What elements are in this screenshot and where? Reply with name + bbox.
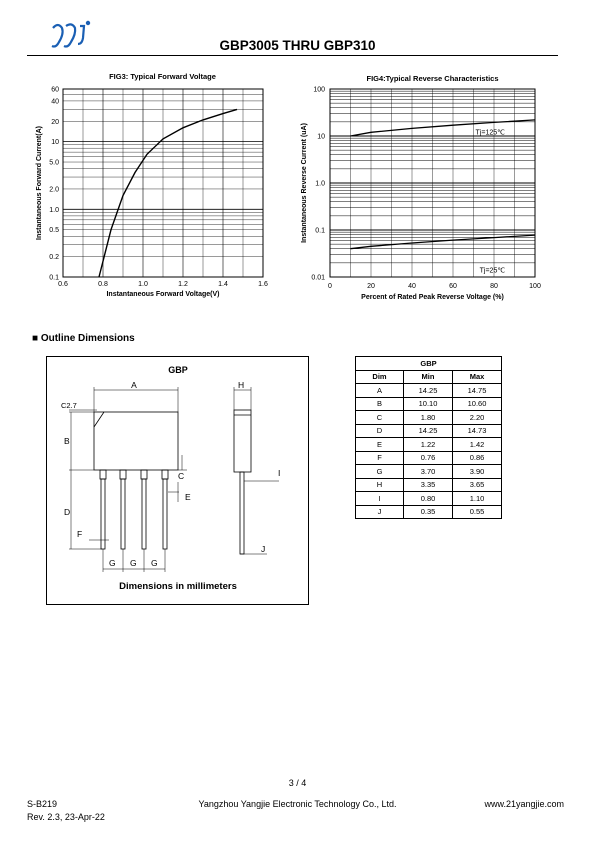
x-tick-label: 1.0 [138,281,148,288]
fig4-chart [295,80,550,310]
dim-c27-label: C2.7 [61,401,77,410]
table-cell-dim: D [356,424,404,438]
table-cell-min: 3.35 [404,478,453,492]
table-row [356,438,502,452]
table-row [356,451,502,465]
table-row [356,492,502,506]
table-row [356,478,502,492]
table-row [356,465,502,479]
square-bullet-icon: ■ [32,333,41,344]
dim-g1-label: G [109,558,116,568]
y-tick-label: 1.0 [49,206,59,214]
y-tick-label: 0.01 [311,274,325,282]
table-row [356,424,502,438]
x-tick-label: 60 [449,283,457,290]
y-tick-label: 0.5 [49,227,59,235]
y-axis-label: Instantaneous Reverse Current (uA) [301,123,308,243]
table-cell-max: 3.65 [453,478,502,492]
table-cell-min: 14.25 [404,424,453,438]
fig4-title: FIG4:Typical Reverse Characteristics [366,74,499,83]
forward-current-curve [99,109,237,277]
x-axis-label: Percent of Rated Peak Reverse Voltage (%) [361,294,504,301]
y-tick-label: 10 [51,139,59,147]
doc-code: S-B219 [27,799,58,809]
y-tick-label: 40 [51,98,59,106]
table-cell-min: 0.76 [404,451,453,465]
table-cell-max: 0.55 [453,505,502,519]
table-row [356,384,502,398]
reverse-current-125c-line [351,120,536,136]
table-cell-min: 3.70 [404,465,453,479]
table-col-min: Min [404,370,453,384]
outline-drawing [47,357,308,604]
x-axis-label: Instantaneous Forward Voltage(V) [106,291,220,298]
table-cell-dim: E [356,438,404,452]
dim-d-label: D [64,507,71,517]
table-cell-min: 14.25 [404,384,453,398]
y-tick-label: 2.0 [49,186,59,194]
table-cell-max: 3.90 [453,465,502,479]
table-cell-min: 1.22 [404,438,453,452]
table-cell-max: 14.73 [453,424,502,438]
dim-c-label: C [178,471,185,481]
outline-package-label: GBP [168,365,188,375]
y-tick-label: 0.1 [315,227,325,235]
x-tick-label: 0.6 [58,281,68,288]
table-cell-dim: I [356,492,404,506]
y-tick-label: 20 [51,118,59,126]
fig3-chart [30,80,275,305]
x-tick-label: 0 [328,283,332,290]
table-package-header: GBP [356,357,502,371]
y-tick-label: 100 [313,86,325,94]
table-row [356,411,502,425]
table-cell-dim: G [356,465,404,479]
table-cell-max: 10.60 [453,397,502,411]
table-cell-min: 0.80 [404,492,453,506]
dim-j-label: J [261,544,266,554]
dim-g3-label: G [151,558,158,568]
table-cell-dim: J [356,505,404,519]
revision: Rev. 2.3, 23-Apr-22 [27,812,105,822]
y-tick-label: 0.2 [49,254,59,262]
table-cell-max: 14.75 [453,384,502,398]
x-tick-label: 20 [367,283,375,290]
x-tick-label: 40 [408,283,416,290]
table-row [356,397,502,411]
label-tj-25: Tj=25℃ [479,267,506,275]
table-cell-dim: H [356,478,404,492]
y-tick-label: 1.0 [315,180,325,188]
y-tick-label: 60 [51,86,59,94]
dim-i-label: I [278,468,281,478]
table-cell-min: 1.80 [404,411,453,425]
outline-heading [32,333,135,344]
dim-f-label: F [77,529,83,539]
table-row [356,505,502,519]
y-tick-label: 10 [317,133,325,141]
y-axis-label: Instantaneous Forward Current(A) [36,126,43,240]
table-col-max: Max [453,370,502,384]
y-tick-label: 0.1 [49,274,59,282]
table-cell-dim: F [356,451,404,465]
table-cell-min: 0.35 [404,505,453,519]
table-cell-min: 10.10 [404,397,453,411]
website: www.21yangjie.com [484,799,564,809]
table-col-dim: Dim [356,370,404,384]
x-tick-label: 1.2 [178,281,188,288]
y-tick-label: 5.0 [49,159,59,167]
outline-heading-text: Outline Dimensions [40,333,135,344]
page-number: 3 / 4 [288,778,307,788]
table-cell-dim: B [356,397,404,411]
table-cell-max: 1.10 [453,492,502,506]
dim-g2-label: G [130,558,137,568]
table-cell-dim: C [356,411,404,425]
dim-h-label: H [238,380,245,390]
dim-a-label: A [131,380,137,390]
table-cell-max: 0.86 [453,451,502,465]
table-cell-dim: A [356,384,404,398]
dim-e-label: E [185,492,191,502]
x-tick-label: 1.6 [258,281,268,288]
x-tick-label: 100 [529,283,541,290]
table-cell-max: 2.20 [453,411,502,425]
x-tick-label: 0.8 [98,281,108,288]
dim-b-label: B [64,436,70,446]
page-title: GBP3005 THRU GBP310 [219,38,376,53]
company-name: Yangzhou Yangjie Electronic Technology Co., Ltd. [198,799,397,809]
header-rule [27,55,558,56]
outline-drawing-frame [46,356,309,605]
x-tick-label: 1.4 [218,281,228,288]
dimensions-table [355,356,502,519]
outline-caption: Dimensions in millimeters [119,581,237,592]
label-tj-125: Tj=125℃ [475,129,506,137]
x-tick-label: 80 [490,283,498,290]
table-cell-max: 1.42 [453,438,502,452]
fig3-title: FIG3: Typical Forward Voltage [109,72,216,81]
